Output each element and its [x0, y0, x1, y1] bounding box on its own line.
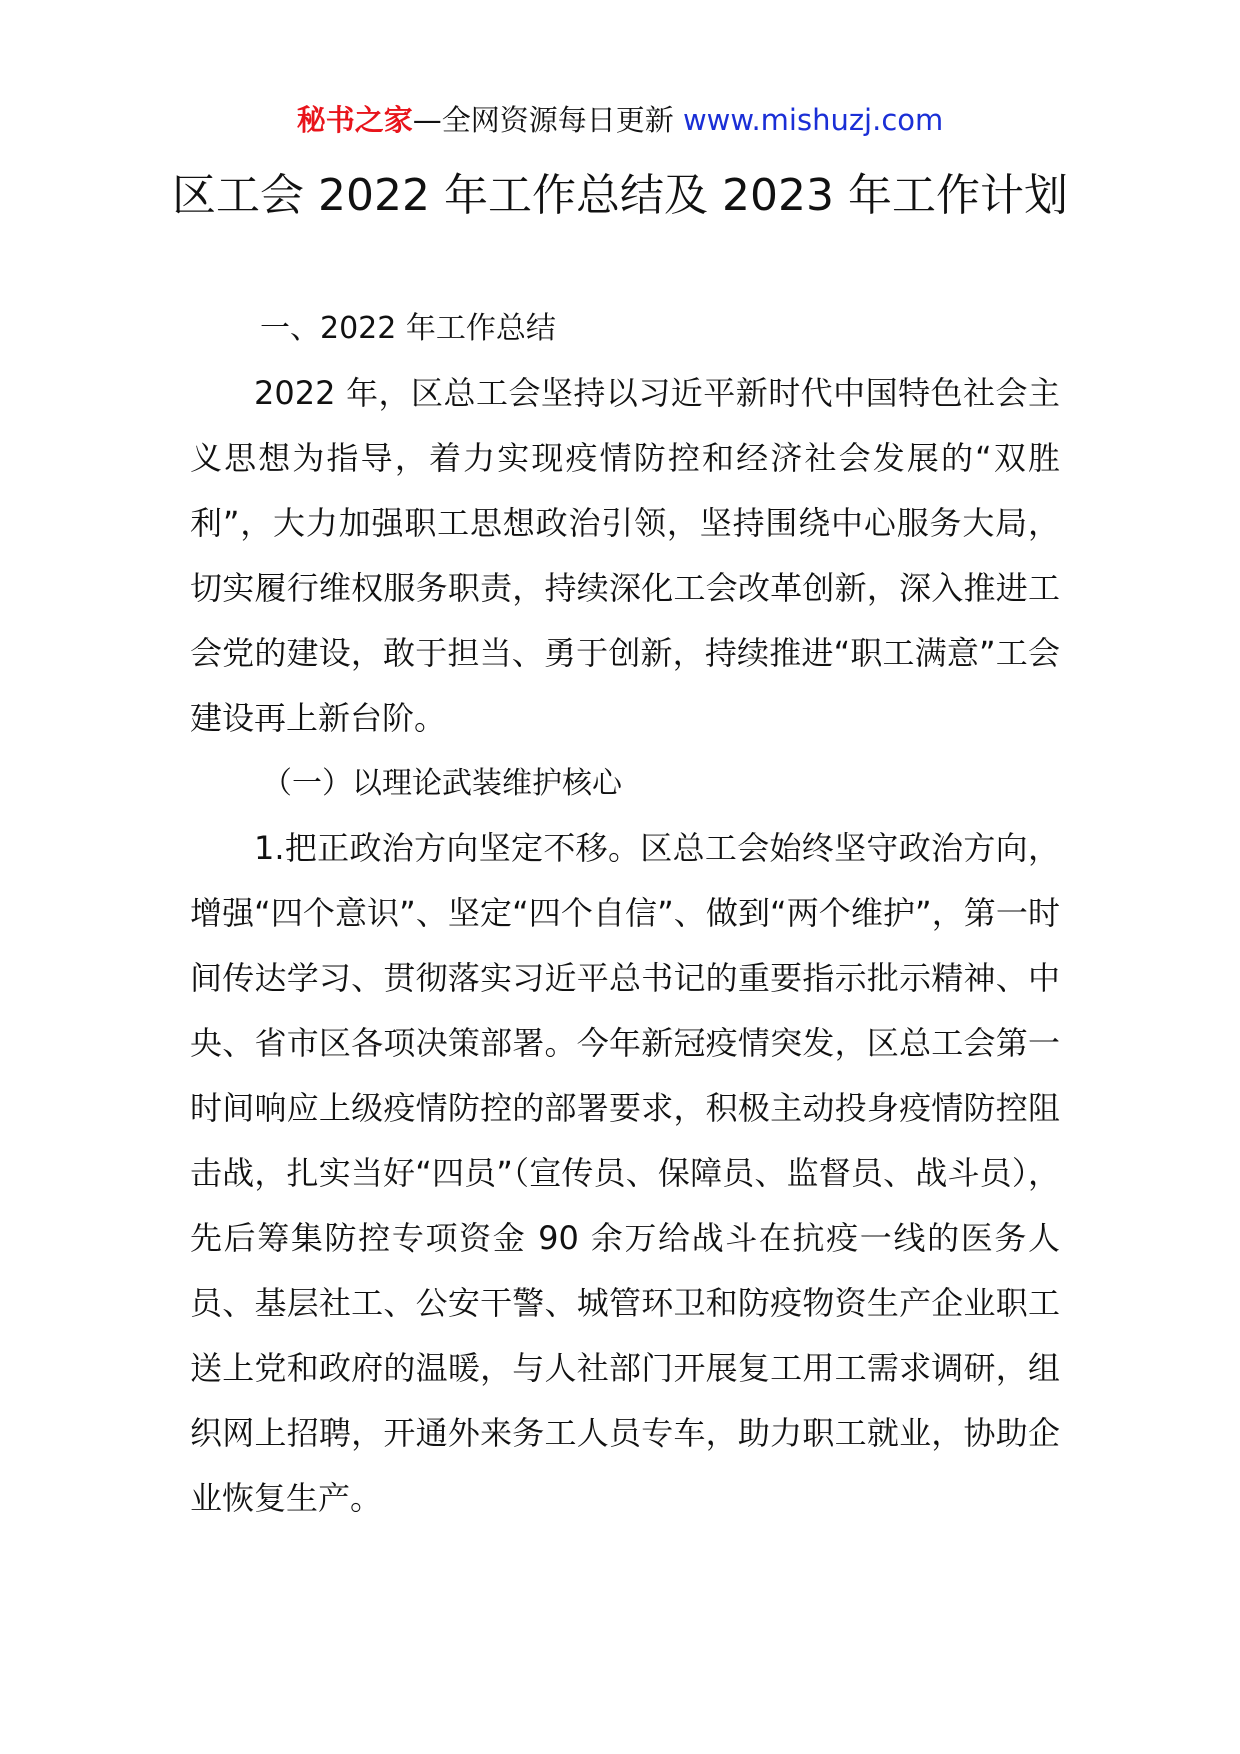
document-title: 区工会 2022 年工作总结及 2023 年工作计划 [172, 170, 1068, 221]
intro-paragraph: 2022 年，区总工会坚持以习近平新时代中国特色社会主义思想为指导，着力实现疫情防控和经济社会发展的“双胜利”，大力加强职工思想政治引领，坚持围绕中心服务大局，切实履行维权服务职责，持续深化工会改革创新，深入推进工会党的建设，敢于担当、勇于创新，持续推进“职工满意”工会建设再上新台阶。 [190, 374, 1060, 737]
section-heading-summary: 一、2022 年工作总结 [260, 311, 556, 346]
site-header [0, 100, 1240, 140]
site-tagline: —全网资源每日更新 [412, 103, 683, 137]
subsection-heading-theory: （一）以理论武装维护核心 [262, 766, 622, 801]
item-1-paragraph: 1.把正政治方向坚定不移。区总工会始终坚守政治方向，增强“四个意识”、坚定“四个自信”、做到“两个维护”，第一时间传达学习、贯彻落实习近平总书记的重要指示批示精神、中央、省市区各项决策部署。今年新冠疫情突发，区总工会第一时间响应上级疫情防控的部署要求，积极主动投身疫情防控阻击战，扎实当好“四员”（宣传员、保障员、监督员、战斗员），先后筹集防控专项资金 90 余万给战斗在抗疫一线的医务人员、基层社工、公安干警、城管环卫和防疫物资生产企业职工送上党和政府的温暖，与人社部门开展复工用工需求调研，组织网上招聘，开通外来务工人员专车，助力职工就业，协助企业恢复生产。 [190, 829, 1060, 1517]
site-brand: 秘书之家 [296, 103, 413, 137]
document-body [190, 296, 1060, 1531]
site-url-link[interactable]: www.mishuzj.com [682, 103, 944, 137]
